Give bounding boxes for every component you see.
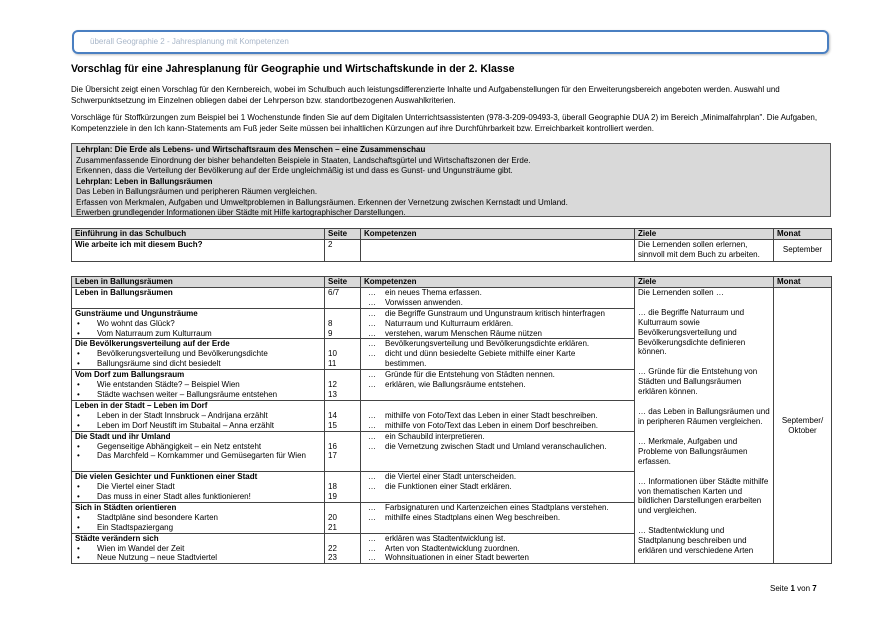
topic-title: Die Bevölkerungsverteilung auf der Erde [75, 339, 230, 349]
seite-value: 19 [328, 492, 337, 502]
subtopic-item: • Ballungsräume sind dicht besiedelt [75, 359, 321, 369]
lehrplan-box [71, 143, 831, 217]
ziele-line: … das Leben in Ballungsräumen und in peripheren Räumen vergleichen. [638, 407, 770, 426]
kompetenzen-cell [361, 308, 635, 339]
seite-cell [325, 400, 361, 431]
footer-prefix: Seite [770, 584, 791, 593]
header-banner [72, 30, 829, 54]
kompetenz-item: … mithilfe eines Stadtplans einen Weg beschreiben. [364, 513, 631, 523]
kompetenz-item: … Farbsignaturen und Kartenzeichen eines Stadtplans verstehen. [364, 503, 631, 513]
col-header-topic: Einführung in das Schulbuch [72, 229, 325, 240]
ziele-line: … Gründe für die Entstehung von Städten und Ballungsräumen erklären können. [638, 367, 758, 397]
kompetenzen-cell [361, 431, 635, 472]
kompetenz-item: … die Vernetzung zwischen Stadt und Umland veranschaulichen. [364, 442, 631, 452]
topic-cell [72, 431, 325, 472]
subtopic-item: • Gegenseitige Abhängigkeit – ein Netz entsteht [75, 442, 321, 452]
ziele-line: … Merkmale, Aufgaben und Probleme von Ballungsräumen erfassen. [638, 436, 748, 466]
intro-paragraph-1: Die Übersicht zeigt einen Vorschlag für den Kernbereich, wobei im Schulbuch auch leistungsdifferenzierte Inhalte und Aufgabenstellungen für den Erweiterungsbereich angeboten werden. Auswahl und Schwerpunktsetzung im Einzelnen obliegen dabei der Lehrperson bzw. standortbezogenen Auswahlkriterien. [71, 85, 780, 105]
topic-cell [72, 533, 325, 564]
seite-value: 23 [328, 553, 337, 563]
kompetenz-item: … ein Schaubild interpretieren. [364, 432, 631, 442]
table-row [72, 287, 832, 308]
ziele-cell [635, 287, 774, 563]
topic-cell [72, 472, 325, 503]
footer-page: 1 [790, 584, 795, 593]
subtopic-item: • Neue Nutzung – neue Stadtviertel [75, 553, 321, 563]
seite-value: 12 [328, 380, 337, 390]
col-header-seite: Seite [325, 277, 361, 288]
subtopic-item: • Leben in der Stadt Innsbruck – Andrijana erzählt [75, 411, 321, 421]
subtopic-item: • Städte wachsen weiter – Ballungsräume entstehen [75, 390, 321, 400]
footer-total: 7 [812, 584, 817, 593]
seite-cell [325, 308, 361, 339]
topic-cell [72, 339, 325, 370]
subtopic-item: • Vom Naturraum zum Kulturraum [75, 329, 321, 339]
topic-title: Die Stadt und ihr Umland [75, 431, 171, 441]
kompetenzen-cell [361, 502, 635, 533]
table-row [72, 239, 832, 261]
seite-value: 10 [328, 349, 337, 359]
kompetenz-item: … die Viertel einer Stadt unterscheiden. [364, 472, 631, 482]
kompetenz-item: … Naturraum und Kulturraum erklären. [364, 319, 631, 329]
kompetenz-item: … erklären, wie Ballungsräume entstehen. [364, 380, 631, 390]
kompetenz-item: … Vorwissen anwenden. [364, 298, 631, 308]
seite-value: 20 [328, 512, 337, 522]
kompetenz-item-cont: bestimmen. [385, 359, 427, 369]
col-header-kompetenzen: Kompetenzen [361, 277, 635, 288]
kompetenzen-cell [361, 400, 635, 431]
kompetenz-item: … Gründe für die Entstehung von Städten nennen. [364, 370, 631, 380]
seite-value: 22 [328, 543, 337, 553]
lehrplan-line: Erwerben grundlegender Informationen über Städte mit Hilfe kartographischer Darstellungen. [76, 208, 406, 217]
topic-cell [72, 400, 325, 431]
kompetenzen-cell [361, 339, 635, 370]
subtopic-item: • Das Marchfeld – Kornkammer und Gemüsegarten für Wien [75, 451, 321, 461]
col-header-ziele: Ziele [635, 277, 774, 288]
subtopic-item: • Wie entstanden Städte? – Beispiel Wien [75, 380, 321, 390]
kompetenzen-cell [361, 533, 635, 564]
kompetenzen-cell [361, 370, 635, 401]
page-footer [770, 584, 817, 593]
ziele-line: Die Lernenden sollen erlernen, [638, 239, 748, 249]
kompetenzen-cell [361, 239, 635, 261]
subtopic-item: • Wo wohnt das Glück? [75, 319, 321, 329]
topic-cell [72, 502, 325, 533]
seite-cell [325, 472, 361, 503]
seite-cell: 6/7 [325, 287, 361, 308]
kompetenzen-cell [361, 472, 635, 503]
col-header-seite: Seite [325, 229, 361, 240]
ziele-line: … Informationen über Städte mithilfe von thematischen Karten und bildlichen Darstellungen erarbeiten und vergleichen. [638, 476, 769, 516]
monat-cell: September [774, 239, 832, 261]
kompetenz-item: … Arten von Stadtentwicklung zuordnen. [364, 544, 631, 554]
kompetenz-item: … die Begriffe Gunstraum und Ungunstraum kritisch hinterfragen [364, 309, 631, 319]
topic-title: Gunsträume und Ungunsträume [75, 308, 198, 318]
topic-title: Die vielen Gesichter und Funktionen einer Stadt [75, 472, 258, 482]
kompetenz-item: … mithilfe von Foto/Text das Leben in einer Stadt beschreiben. [364, 411, 631, 421]
seite-value: 14 [328, 410, 337, 420]
topic-title: Städte verändern sich [75, 533, 159, 543]
monat-line: September/ [781, 415, 824, 425]
topic-cell [72, 308, 325, 339]
lehrplan-line: Lehrplan: Die Erde als Lebens- und Wirtschaftsraum des Menschen – eine Zusammenschau [76, 145, 426, 154]
topic-title: Leben in der Stadt – Leben im Dorf [75, 400, 208, 410]
lehrplan-line: Erfassen von Merkmalen, Aufgaben und Umweltproblemen in Ballungsräumen. Erkennen der Vernetzung zwischen Kernstadt und Umland. [76, 197, 568, 207]
topic-title: Sich in Städten orientieren [75, 502, 177, 512]
kompetenz-item: … Wohnsituationen in einer Stadt bewerten [364, 553, 631, 563]
col-header-topic: Leben in Ballungsräumen [72, 277, 325, 288]
ziele-line: Die Lernenden sollen … [638, 287, 724, 297]
kompetenzen-cell [361, 287, 635, 308]
lehrplan-line: Das Leben in Ballungsräumen und peripheren Räumen vergleichen. [76, 187, 318, 196]
ziele-line: … Stadtentwicklung und Stadtplanung beschreiben und erklären und verschiedene Arten [638, 526, 754, 556]
lehrplan-line: Zusammenfassende Einordnung der bisher behandelten Beispiele in Staaten, Landschaftsgürtel und Wirtschaftszonen der Erde. [76, 155, 531, 165]
seite-cell [325, 370, 361, 401]
kompetenz-item: … ein neues Thema erfassen. [364, 288, 631, 298]
seite-value: 21 [328, 522, 337, 532]
monat-cell [774, 287, 832, 563]
topic-cell: Wie arbeite ich mit diesem Buch? [72, 239, 325, 261]
seite-value: 18 [328, 482, 337, 492]
col-header-monat: Monat [774, 277, 832, 288]
seite-cell: 2 [325, 239, 361, 261]
lehrplan-line: Lehrplan: Leben in Ballungsräumen [76, 176, 213, 186]
subtopic-item: • Bevölkerungsverteilung und Bevölkerungsdichte [75, 349, 321, 359]
topic-cell: Leben in Ballungsräumen [72, 287, 325, 308]
subtopic-item: • Das muss in einer Stadt alles funktionieren! [75, 492, 321, 502]
subtopic-item: • Ein Stadtspaziergang [75, 523, 321, 533]
seite-value: 13 [328, 389, 337, 399]
seite-value: 16 [328, 441, 337, 451]
seite-value: 17 [328, 451, 337, 461]
seite-value: 9 [328, 328, 333, 338]
seite-value: 8 [328, 318, 333, 328]
seite-cell [325, 339, 361, 370]
seite-cell [325, 533, 361, 564]
kompetenz-item: … mithilfe von Foto/Text das Leben in einem Dorf beschreiben. [364, 421, 631, 431]
footer-mid: von [794, 584, 813, 593]
seite-value: 11 [328, 359, 337, 369]
kompetenz-item: … die Funktionen einer Stadt erklären. [364, 482, 631, 492]
ziele-cell [635, 239, 774, 261]
ballungsraeume-table [71, 276, 832, 564]
subtopic-item: • Leben im Dorf Neustift im Stubaital – Anna erzählt [75, 421, 321, 431]
kompetenz-item: … dicht und dünn besiedelte Gebiete mithilfe einer Karte [364, 349, 631, 359]
ziele-line: … die Begriffe Naturraum und Kulturraum sowie Bevölkerungsverteilung und Bevölkerungsdichte definieren können. [638, 307, 746, 357]
intro-table [71, 228, 832, 262]
kompetenz-item: … erklären was Stadtentwicklung ist. [364, 534, 631, 544]
col-header-ziele: Ziele [635, 229, 774, 240]
topic-cell [72, 370, 325, 401]
subtopic-item: • Stadtpläne sind besondere Karten [75, 513, 321, 523]
subtopic-item: • Die Viertel einer Stadt [75, 482, 321, 492]
kompetenz-item: … verstehen, warum Menschen Räume nützen [364, 329, 631, 339]
subtopic-item: • Wien im Wandel der Zeit [75, 544, 321, 554]
page-title: Vorschlag für eine Jahresplanung für Geographie und Wirtschaftskunde in der 2. Klasse [71, 63, 515, 75]
kompetenz-item: … Bevölkerungsverteilung und Bevölkerungsdichte erklären. [364, 339, 631, 349]
ziele-line: sinnvoll mit dem Buch zu arbeiten. [638, 249, 760, 259]
lehrplan-line: Erkennen, dass die Verteilung der Bevölkerung auf der Erde ungleichmäßig ist und dass es Gunst- und Ungunsträume gibt. [76, 166, 513, 175]
header-label: überall Geographie 2 - Jahresplanung mit Kompetenzen [90, 37, 289, 46]
seite-cell [325, 431, 361, 472]
intro-paragraph-2: Vorschläge für Stoffkürzungen zum Beispiel bei 1 Wochenstunde finden Sie auf dem Digitalen Unterrichtsassistenten (978-3-209-09493-3, überall Geographie DUA 2) im Bereich „Minimalfahrplan". Die Aufgaben, Kompetenzziele in den Ich kann-Statements am Fuß jeder Seite müssen bei inhaltlichen Kürzungen auf ihre Durchführbarkeit bzw. Erreichbarkeit kontrolliert werden. [71, 113, 818, 133]
col-header-kompetenzen: Kompetenzen [361, 229, 635, 240]
monat-line: Oktober [788, 425, 817, 435]
seite-cell [325, 502, 361, 533]
seite-value: 15 [328, 420, 337, 430]
col-header-monat: Monat [774, 229, 832, 240]
topic-title: Vom Dorf zum Ballungsraum [75, 370, 185, 380]
